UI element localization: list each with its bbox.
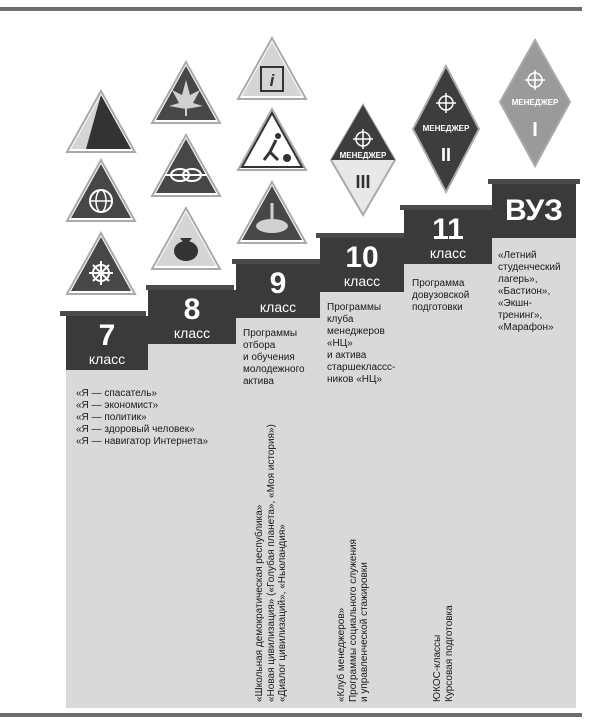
step-vuz-programs: «Летний студенческий лагерь», «Бастион», «Экшн- тренинг», «Марафон» — [498, 250, 561, 333]
step-10-label: класс — [343, 273, 381, 289]
svg-text:I: I — [532, 119, 538, 141]
svg-text:i: i — [269, 71, 275, 90]
spinning-top-icon — [238, 182, 306, 243]
step-11-label: класс — [429, 245, 467, 261]
step-10-vertical-programs: «Клуб менеджеров» Программы социального служения и управленческой стажировки — [336, 539, 370, 702]
svg-text:МЕНЕДЖЕР: МЕНЕДЖЕР — [422, 124, 470, 133]
step-10-number: 10 — [345, 241, 379, 274]
svg-text:МЕНЕДЖЕР: МЕНЕДЖЕР — [339, 151, 387, 160]
step-11-number: 11 — [432, 213, 464, 246]
step-11-vertical-programs: ЮКОС-классы Курсовая подготовка — [432, 605, 455, 702]
step-9-number: 9 — [269, 267, 287, 300]
step-7-number: 7 — [98, 319, 116, 352]
step-9-label: класс — [259, 299, 297, 315]
soccer-player-icon — [238, 109, 306, 170]
step-10-programs: Программы клуба менеджеров «НЦ» и актива старшеклассс- ников «НЦ» — [327, 302, 396, 385]
manager-i-badge — [500, 40, 570, 166]
globe-icon — [67, 160, 135, 221]
step-7-programs: «Я — спасатель» «Я — экономист» «Я — политик» «Я — здоровый человек» «Я — навигатор Интернета» — [76, 388, 209, 447]
step-8-number: 8 — [183, 293, 201, 326]
svg-text:III: III — [355, 172, 371, 192]
step-7-label: класс — [88, 351, 126, 367]
ship-wheel-icon — [67, 233, 135, 294]
step-8-label: класс — [173, 325, 211, 341]
triangle-mountain-badge — [67, 91, 135, 152]
money-bag-icon — [152, 208, 220, 269]
manager-ii-badge — [413, 66, 479, 192]
step-9-programs: Программы отбора и обучения молодежного актива — [243, 328, 305, 387]
step-9-vertical-programs: «Школьная демократическая республика» «Новая цивилизация» («Голубая планета», «Моя история») «Диалог цивилизаций», «Ньюландия» — [254, 424, 288, 702]
svg-text:МЕНЕДЖЕР: МЕНЕДЖЕР — [511, 98, 559, 107]
manager-iii-badge — [331, 105, 395, 215]
knot-icon — [152, 135, 220, 196]
step-11-programs: Программа довузовской подготовки — [412, 278, 470, 313]
svg-text:II: II — [440, 145, 452, 165]
leaf-icon — [152, 62, 220, 123]
step-vuz-number: ВУЗ — [505, 194, 563, 227]
info-icon — [238, 38, 306, 99]
